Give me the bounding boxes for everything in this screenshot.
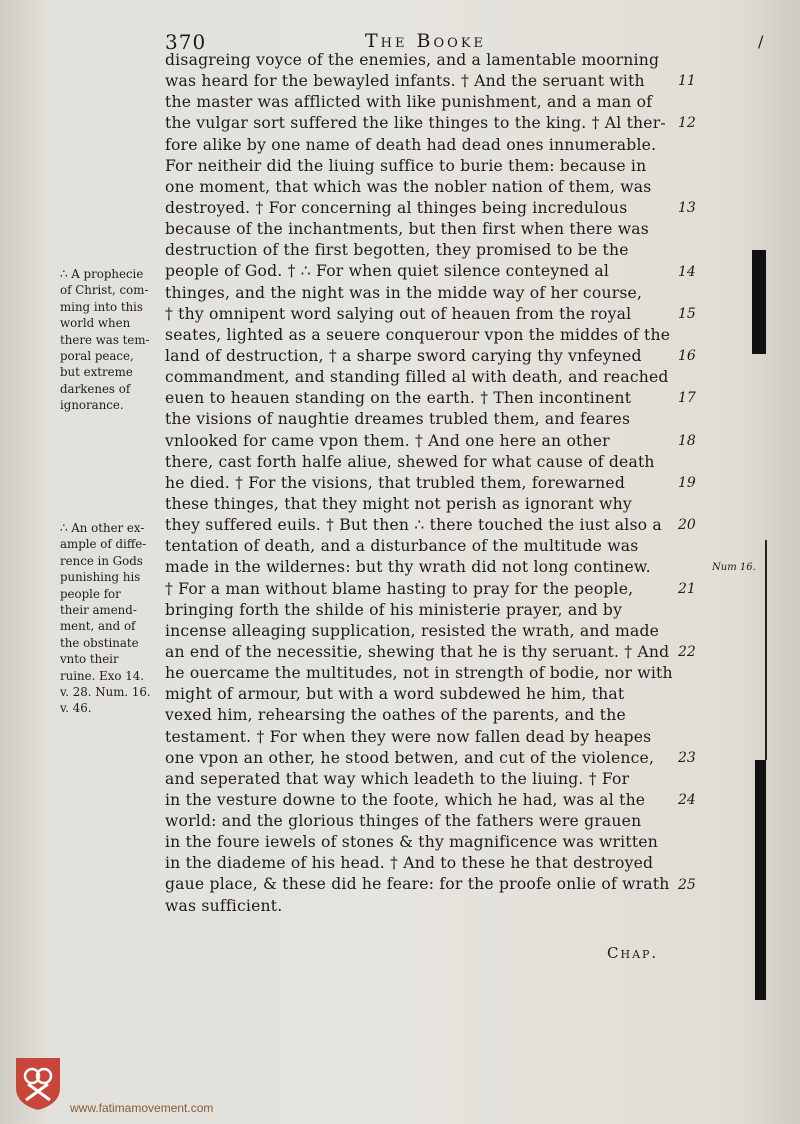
text-line: there, cast forth halfe aliue, shewed for what cause of death	[165, 452, 655, 471]
text-line: in the vesture downe to the foote, which he had, was al the	[165, 790, 646, 809]
text-line: he ouercame the multitudes, not in strength of bodie, nor with	[165, 664, 673, 683]
text-line: bringing forth the shilde of his ministerie prayer, and by	[165, 600, 623, 619]
text-line: disagreing voyce of the enemies, and a lamentable moorning	[165, 51, 660, 69]
watermark-text: www.fatimamovement.com	[70, 1101, 214, 1115]
text-line: in the diademe of his head. † And to these he that destroyed	[165, 854, 654, 873]
verse-number: 17	[678, 390, 696, 407]
verse-number: 15	[678, 305, 696, 322]
text-line: was sufficient.	[165, 896, 283, 915]
text-line: people of God. † ∴ For when quiet silence conteyned al	[165, 262, 610, 281]
text-line: the master was afflicted with like punishment, and a man of	[165, 93, 653, 112]
verse-number: 20	[678, 517, 696, 534]
fatima-movement-logo	[12, 1054, 64, 1112]
margin-note-line: ruine. Exo 14.	[60, 668, 144, 683]
text-line: these thinges, that they might not perish as ignorant why	[165, 494, 632, 513]
running-head: The Booke	[365, 30, 487, 52]
text-line: was heard for the bewayled infants. † And the seruant with	[165, 72, 645, 91]
margin-note-line: the obstinate	[60, 635, 139, 650]
margin-note-line: ∴ A prophecie	[60, 267, 144, 281]
text-line: euen to heauen standing on the earth. † Then incontinent	[165, 389, 632, 408]
text-line: one vpon an other, he stood betwen, and cut of the violence,	[165, 748, 655, 767]
margin-note-line: rence in Gods	[60, 553, 143, 568]
page-number: 370	[165, 30, 207, 54]
text-line: vnlooked for came vpon them. † And one here an other	[165, 431, 610, 450]
verse-number: 25	[678, 876, 696, 893]
text-line: and seperated that way which leadeth to the liuing. † For	[165, 769, 630, 788]
text-line: For neitheir did the liuing suffice to burie them: because in	[165, 156, 647, 175]
margin-note-line: v. 28. Num. 16.	[60, 685, 151, 700]
margin-note-line: v. 46.	[60, 701, 92, 716]
text-line: one moment, that which was the nobler nation of them, was	[165, 177, 652, 196]
margin-note-line: ∴ An other ex-	[60, 521, 145, 535]
page-edge-line	[765, 540, 767, 760]
text-line: † For a man without blame hasting to pray for the people,	[165, 579, 634, 598]
text-line: commandment, and standing filled al with death, and reached	[165, 368, 669, 387]
text-line: thinges, and the night was in the midde way of her course,	[165, 283, 643, 302]
text-line: destruction of the first begotten, they promised to be the	[165, 241, 629, 260]
margin-note-prophecie	[60, 266, 165, 414]
text-line: might of armour, but with a word subdewed he him, that	[165, 685, 625, 704]
margin-note-line: world when	[60, 316, 131, 331]
text-line: the visions of naughtie dreames trubled them, and feares	[165, 410, 631, 429]
verse-number: 12	[678, 115, 696, 132]
text-line: world: and the glorious thinges of the fathers were grauen	[165, 812, 642, 831]
verse-number: 19	[678, 475, 696, 491]
text-line: the vulgar sort suffered the like thinges to the king. † Al ther-	[165, 114, 666, 133]
verse-number: 21	[678, 580, 696, 597]
text-line: because of the inchantments, but then first when there was	[165, 220, 650, 239]
margin-note-line: darkenes of	[60, 381, 131, 396]
text-line: tentation of death, and a disturbance of the multitude was	[165, 537, 639, 556]
margin-note-line: ample of diffe-	[60, 537, 147, 552]
verse-number: 14	[678, 263, 696, 280]
text-line: they suffered euils. † But then ∴ there touched the iust also a	[165, 516, 662, 535]
text-line: made in the wildernes: but thy wrath did not long continew.	[165, 558, 651, 577]
verse-number: 16	[678, 348, 696, 365]
cross-reference: Num 16.	[712, 562, 756, 573]
text-line: seates, lighted as a seuere conquerour vpon the middes of the	[165, 325, 671, 344]
verse-number: 24	[678, 792, 696, 809]
binding-shadow-bar-lower	[755, 760, 766, 1000]
verse-number: 18	[678, 432, 696, 449]
text-line: fore alike by one name of death had dead ones innumerable.	[165, 135, 657, 154]
margin-note-line: poral peace,	[60, 349, 134, 364]
margin-note-line: ming into this	[60, 299, 143, 314]
margin-note-example	[60, 520, 165, 717]
text-line: incense alleaging supplication, resisted the wrath, and made	[165, 621, 660, 640]
margin-note-line: there was tem-	[60, 332, 150, 347]
page-header	[165, 30, 764, 54]
text-line: vexed him, rehearsing the oathes of the parents, and the	[165, 706, 626, 725]
binding-shadow-bar	[752, 250, 766, 354]
verse-number: 13	[678, 200, 696, 217]
text-line: he died. † For the visions, that trubled them, forewarned	[165, 473, 626, 492]
margin-note-line: ignorance.	[60, 398, 124, 413]
corner-mark: /	[758, 32, 764, 51]
margin-note-line: ment, and of	[60, 619, 136, 634]
verse-number: 11	[678, 73, 696, 90]
catchword: Chap.	[607, 944, 659, 962]
margin-note-line: punishing his	[60, 570, 141, 585]
verse-number: 23	[678, 749, 696, 766]
margin-note-line: their amend-	[60, 603, 137, 618]
text-line: testament. † For when they were now fallen dead by heapes	[165, 727, 652, 746]
body-text	[165, 50, 675, 917]
margin-note-line: but extreme	[60, 365, 133, 380]
margin-note-line: vnto their	[60, 652, 119, 667]
text-line: destroyed. † For concerning al thinges being incredulous	[165, 198, 628, 217]
text-line: an end of the necessitie, shewing that he is thy seruant. † And	[165, 642, 670, 661]
text-line: gaue place, & these did he feare: for the proofe onlie of wrath	[165, 875, 670, 894]
margin-note-line: people for	[60, 586, 121, 601]
text-line: in the foure iewels of stones & thy magnificence was written	[165, 833, 658, 852]
margin-note-line: of Christ, com-	[60, 283, 149, 298]
verse-number: 22	[678, 644, 696, 661]
text-line: land of destruction, † a sharpe sword carying thy vnfeyned	[165, 346, 642, 365]
text-line: † thy omnipent word salying out of heauen from the royal	[165, 304, 632, 323]
